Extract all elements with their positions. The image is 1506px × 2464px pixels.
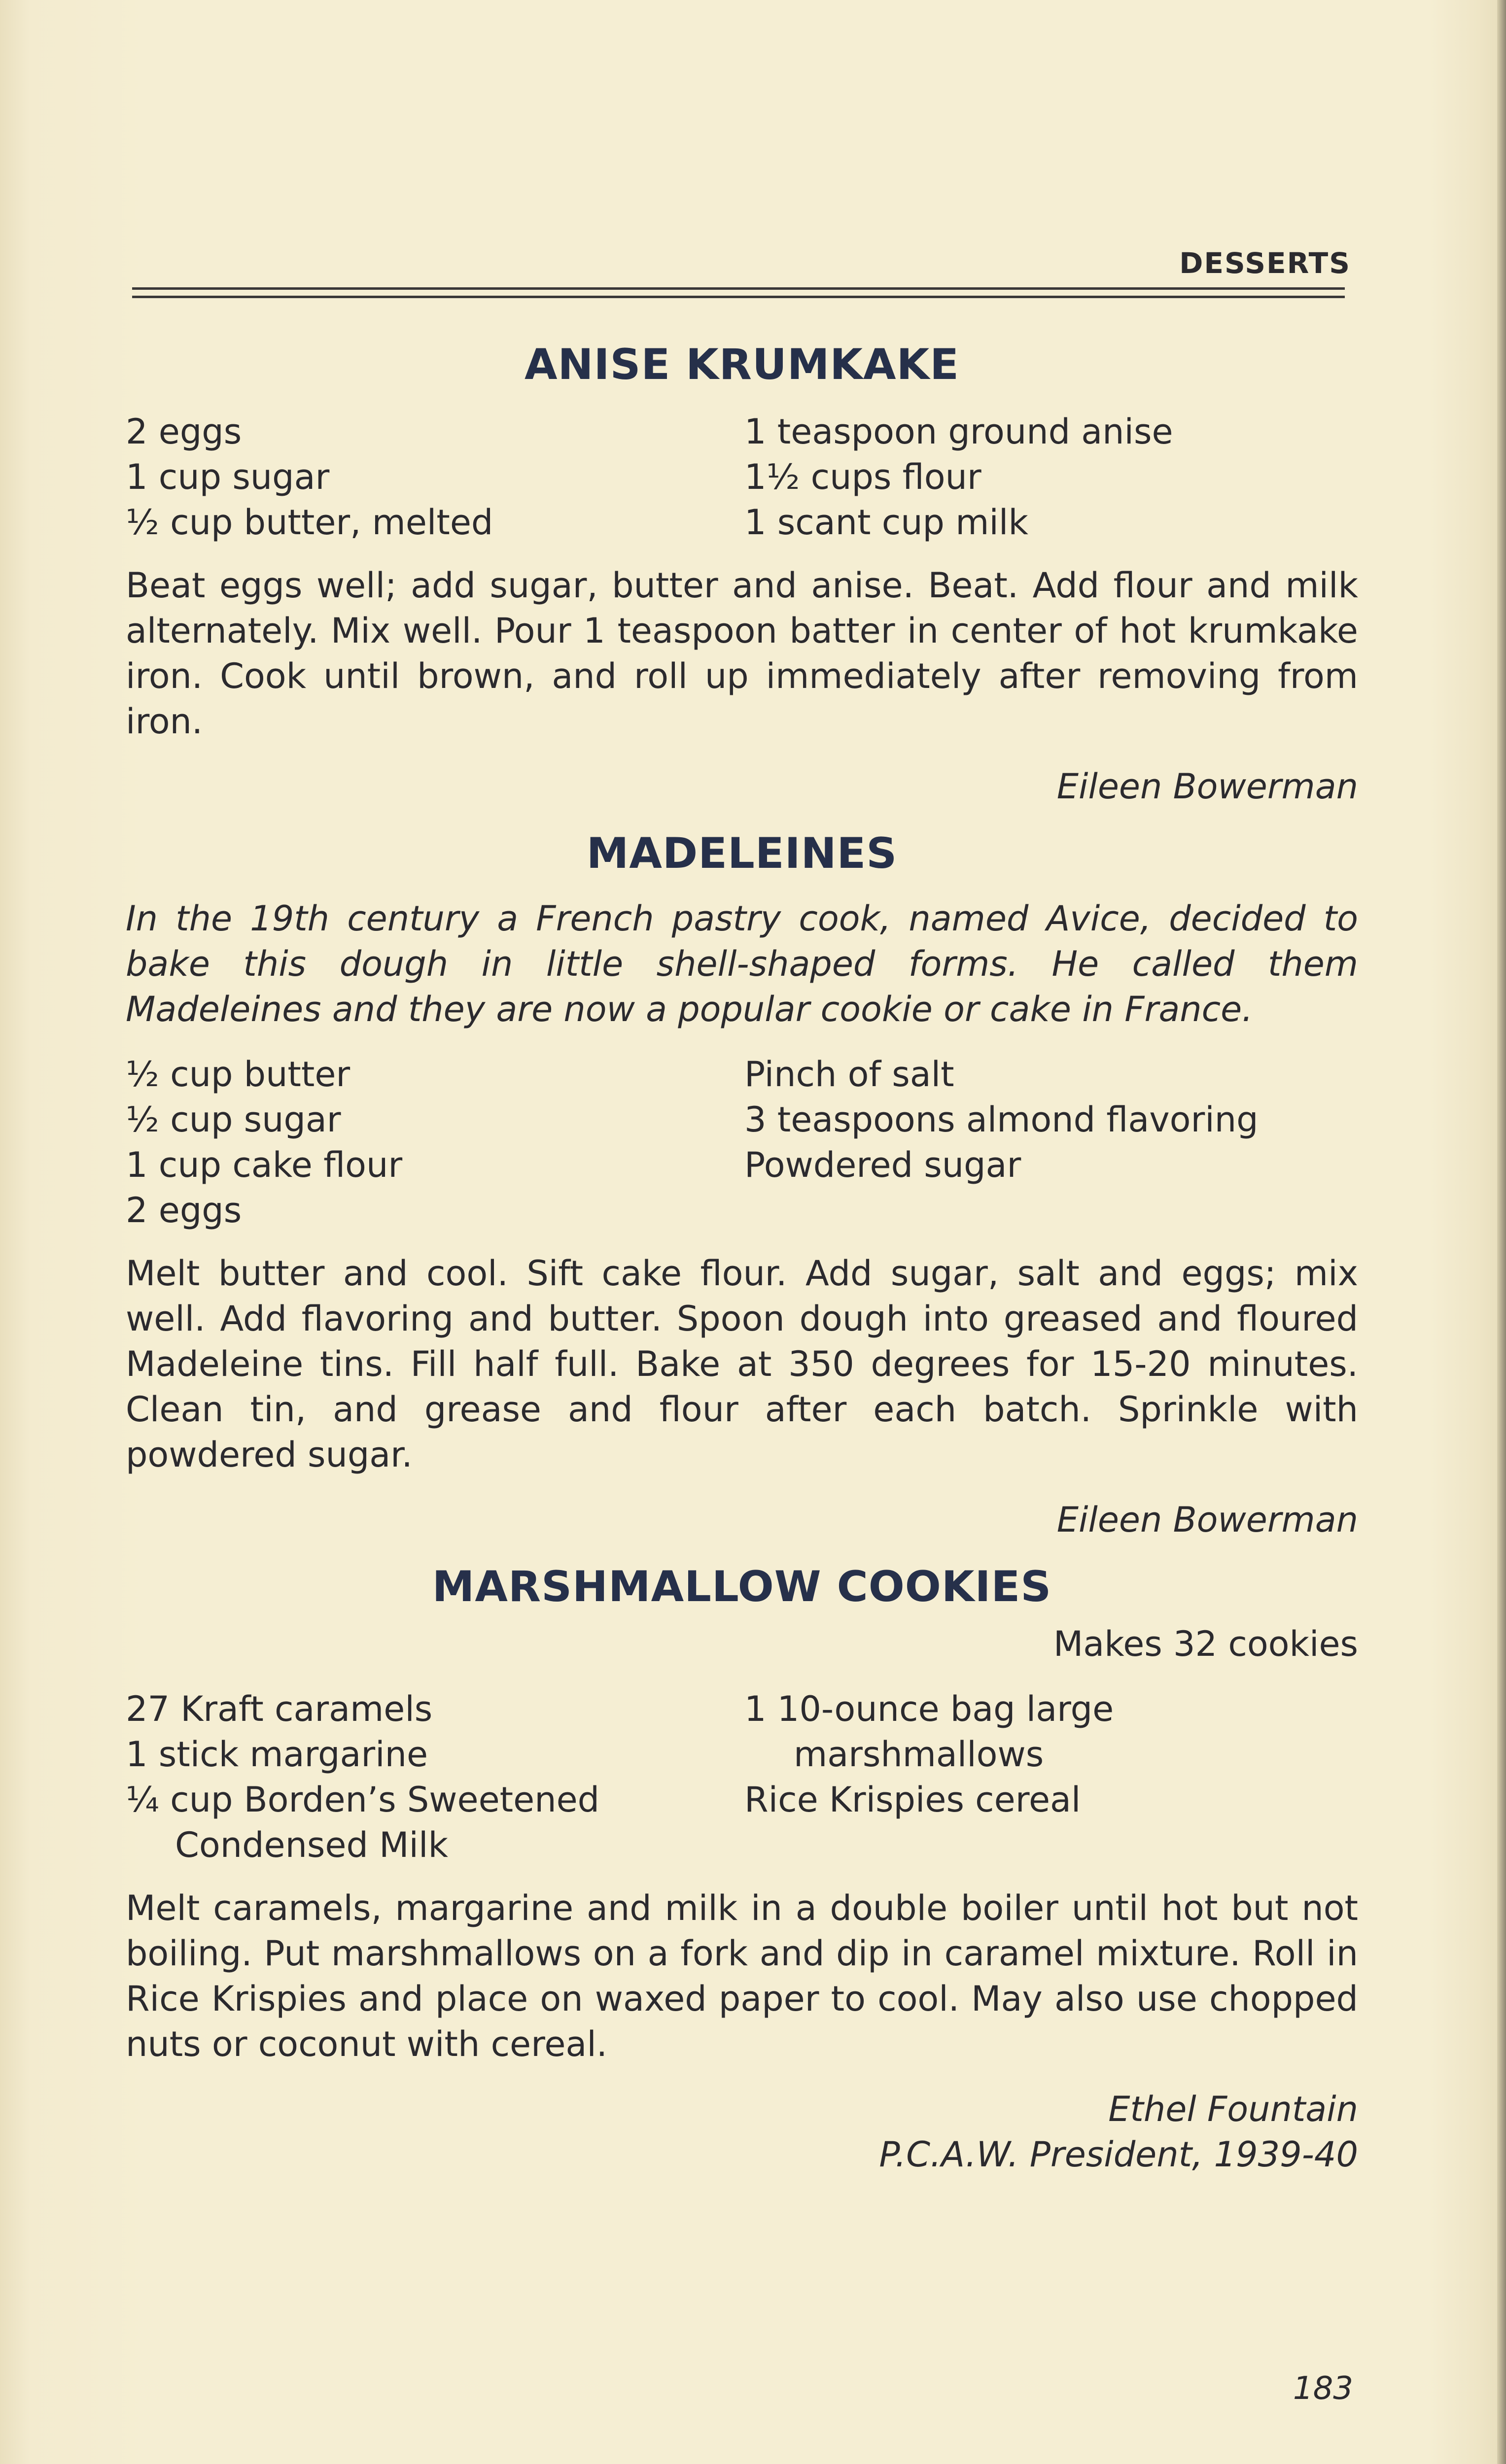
recipe-title: ANISE KRUMKAKE: [524, 340, 960, 389]
header-rule-top: [132, 287, 1345, 290]
recipe-author: Eileen Bowerman: [1056, 766, 1358, 807]
ingredient-list: [126, 1686, 1358, 1868]
ingredient-column-left: [126, 1686, 744, 1868]
recipe-author: Ethel Fountain: [1108, 2089, 1358, 2129]
page-content: [126, 340, 1358, 2177]
ingredient: Powdered sugar: [744, 1145, 1021, 1185]
ingredient: 1 10-ounce bag large: [744, 1689, 1114, 1729]
ingredient-column-right: [744, 409, 1358, 545]
recipe-anise-krumkake: [126, 340, 1358, 809]
recipe-directions: Melt butter and cool. Sift cake flour. Add sugar, salt and eggs; mix well. Add flavoring and butter. Spoon dough into greased and floured Madeleine tins. Fill half full. Bake at 350 degrees for 15-20 minutes. Clean tin, and grease and flour after each batch. Sprinkle with powdered sugar.: [126, 1253, 1358, 1475]
ingredient-continuation: marshmallows: [794, 1734, 1044, 1775]
recipe-directions: Beat eggs well; add sugar, butter and anise. Beat. Add flour and milk alternately. Mix well. Pour 1 teaspoon batter in center of hot krumkake iron. Cook until brown, and roll up immediately after removing from iron.: [126, 565, 1358, 742]
ingredient: 1½ cups flour: [744, 457, 981, 497]
ingredient: ½ cup sugar: [126, 1099, 341, 1140]
recipe-marshmallow-cookies: [126, 1562, 1358, 2177]
recipe-author: Eileen Bowerman: [1056, 1500, 1358, 1540]
ingredient-column-right: [744, 1686, 1358, 1868]
recipe-yield: Makes 32 cookies: [1053, 1624, 1358, 1664]
section-heading: DESSERTS: [1179, 246, 1351, 280]
recipe-author-title: P.C.A.W. President, 1939-40: [879, 2134, 1358, 2175]
ingredient: 2 eggs: [126, 1190, 242, 1231]
ingredient: 2 eggs: [126, 411, 242, 452]
ingredient: 3 teaspoons almond flavoring: [744, 1099, 1259, 1140]
recipe-intro: In the 19th century a French pastry cook, named Avice, decided to bake this dough in little shell-shaped forms. He called them Madeleines and they are now a popular cookie or cake in France.: [126, 898, 1358, 1029]
ingredient: ½ cup butter: [126, 1054, 350, 1095]
ingredient-column-left: [126, 409, 744, 545]
recipe-title: MARSHMALLOW COOKIES: [432, 1562, 1052, 1611]
ingredient-continuation: Condensed Milk: [175, 1825, 448, 1865]
ingredient-column-right: [744, 1052, 1358, 1233]
ingredient: Pinch of salt: [744, 1054, 954, 1095]
header-rule-bottom: [132, 296, 1345, 298]
book-spine-shadow: [1497, 0, 1506, 2464]
ingredient: 27 Kraft caramels: [126, 1689, 433, 1729]
ingredient-list: [126, 409, 1358, 545]
ingredient: 1 scant cup milk: [744, 502, 1028, 543]
ingredient: 1 cup sugar: [126, 457, 330, 497]
recipe-directions: Melt caramels, margarine and milk in a double boiler until hot but not boiling. Put marshmallows on a fork and dip in caramel mixture. Roll in Rice Krispies and place on waxed paper to cool. May also use chopped nuts or coconut with cereal.: [126, 1888, 1358, 2064]
ingredient: 1 stick margarine: [126, 1734, 428, 1775]
recipe-title: MADELEINES: [586, 829, 898, 878]
ingredient: 1 cup cake flour: [126, 1145, 403, 1185]
recipe-madeleines: [126, 829, 1358, 1542]
ingredient: Rice Krispies cereal: [744, 1780, 1081, 1820]
ingredient: ¼ cup Borden’s Sweetened: [126, 1780, 600, 1820]
ingredient: ½ cup butter, melted: [126, 502, 493, 543]
ingredient-list: [126, 1052, 1358, 1233]
ingredient-column-left: [126, 1052, 744, 1233]
page-number: 183: [1293, 2370, 1353, 2407]
ingredient: 1 teaspoon ground anise: [744, 411, 1173, 452]
